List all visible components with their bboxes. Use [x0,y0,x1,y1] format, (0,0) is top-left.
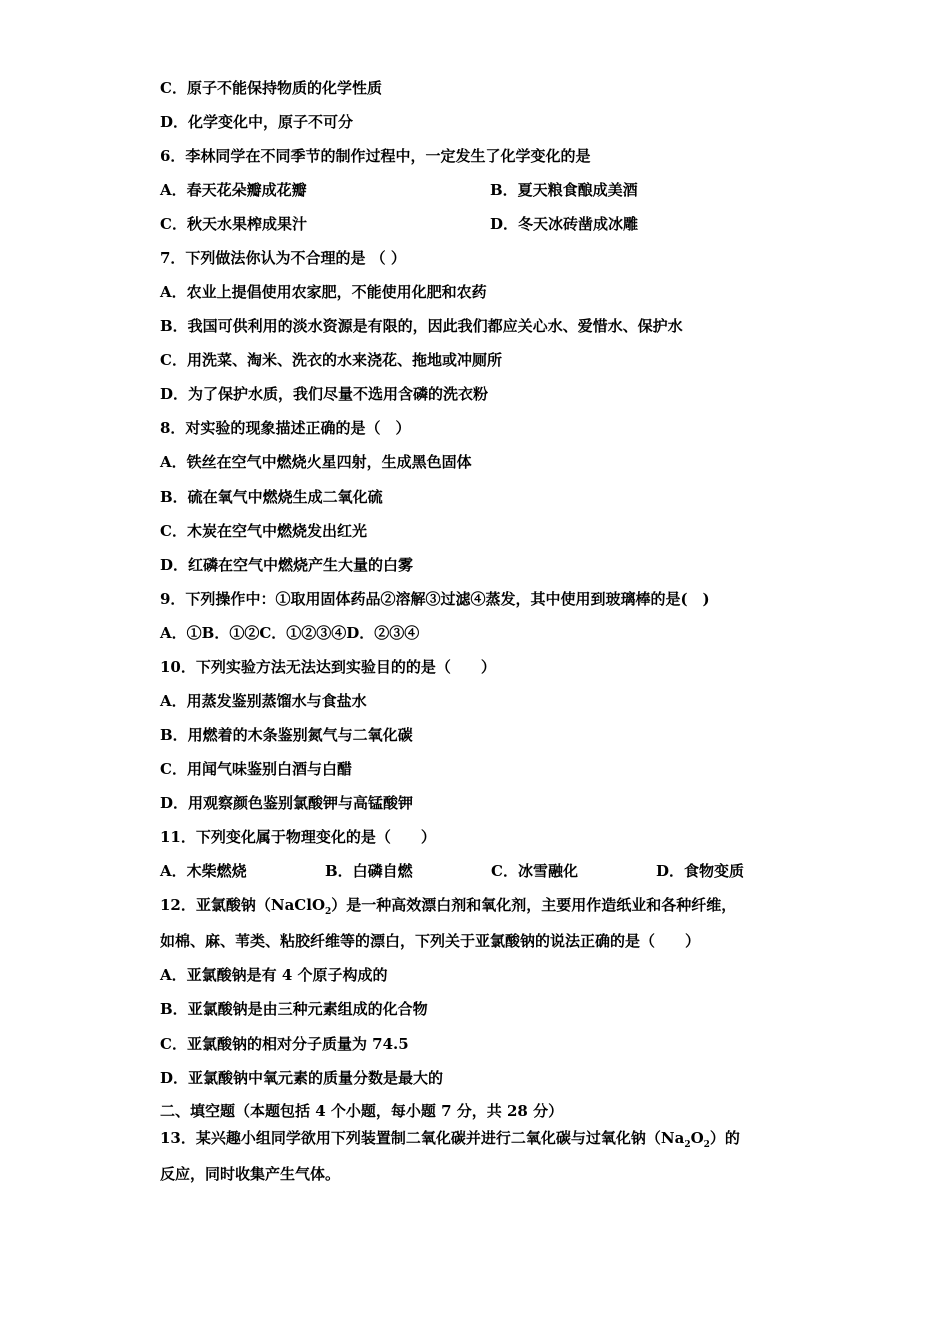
q6-option-c: C．秋天水果榨成果汁 [160,215,307,233]
question-7: 7．下列做法你认为不合理的是 （ ） [160,249,406,267]
q6-option-b: B．夏天粮食酿成美酒 [490,181,638,199]
question-12-line2: 如棉、麻、苇类、粘胶纤维等的漂白，下列关于亚氯酸钠的说法正确的是（ ） [160,932,701,950]
q8-option-d: D．红磷在空气中燃烧产生大量的白雾 [160,556,414,574]
q12-option-d: D．亚氯酸钠中氧元素的质量分数是最大的 [160,1069,444,1087]
question-13-line2: 反应，同时收集产生气体。 [160,1165,341,1183]
q11-option-c: C．冰雪融化 [491,862,578,880]
q10-option-a: A．用蒸发鉴别蒸馏水与食盐水 [160,692,367,710]
option-d-atom: D．化学变化中，原子不可分 [160,113,354,131]
q7-option-b: B．我国可供利用的淡水资源是有限的，因此我们都应关心水、爱惜水、保护水 [160,317,683,335]
q8-option-b: B．硫在氧气中燃烧生成二氧化硫 [160,488,383,506]
q6-option-d: D．冬天冰砖凿成冰雕 [490,215,639,233]
q13-text-pre: 13．某兴趣小组同学欲用下列装置制二氧化碳并进行二氧化碳与过氧化钠（Na [160,1129,685,1147]
q9-options: A．①B．①②C．①②③④D．②③④ [160,624,420,642]
q10-option-c: C．用闻气味鉴别白酒与白醋 [160,760,352,778]
question-6: 6．李林同学在不同季节的制作过程中，一定发生了化学变化的是 [160,147,591,165]
q7-option-a: A．农业上提倡使用农家肥，不能使用化肥和农药 [160,283,487,301]
q10-option-d: D．用观察颜色鉴别氯酸钾与高锰酸钾 [160,794,414,812]
q12-text-post: ）是一种高效漂白剂和氧化剂，主要用作造纸业和各种纤维， [331,896,737,914]
q13-text-post: ）的 [709,1129,740,1147]
q12-subscript: 2 [325,907,332,917]
q11-option-b: B．白磷自燃 [325,862,413,880]
q6-option-a: A．春天花朵瓣成花瓣 [160,181,307,199]
question-12-line1 [160,895,736,922]
q8-option-a: A．铁丝在空气中燃烧火星四射，生成黑色固体 [160,453,472,471]
q13-subscript-1: 2 [684,1140,691,1150]
q11-option-d: D．食物变质 [656,862,745,880]
q13-subscript-2: 2 [703,1140,710,1150]
q10-option-b: B．用燃着的木条鉴别氮气与二氧化碳 [160,726,413,744]
q13-text-mid: O [690,1129,704,1147]
q7-option-d: D．为了保护水质，我们尽量不选用含磷的洗衣粉 [160,385,489,403]
question-13-line1 [160,1128,740,1155]
option-c-atom: C．原子不能保持物质的化学性质 [160,79,382,97]
question-8: 8．对实验的现象描述正确的是（ ） [160,419,411,437]
q12-option-b: B．亚氯酸钠是由三种元素组成的化合物 [160,1000,428,1018]
question-9: 9．下列操作中：①取用固体药品②溶解③过滤④蒸发，其中使用到玻璃棒的是( ) [160,590,710,608]
q7-option-c: C．用洗菜、淘米、洗衣的水来浇花、拖地或冲厕所 [160,351,502,369]
section-2-heading: 二、填空题（本题包括 4 个小题，每小题 7 分，共 28 分） [160,1102,564,1120]
q8-option-c: C．木炭在空气中燃烧发出红光 [160,522,367,540]
q11-option-a: A．木柴燃烧 [160,862,247,880]
question-10: 10．下列实验方法无法达到实验目的的是（ ） [160,658,496,676]
q12-text-pre: 12．亚氯酸钠（NaClO [160,896,326,914]
q12-option-a: A．亚氯酸钠是有 4 个原子构成的 [160,966,388,984]
q12-option-c: C．亚氯酸钠的相对分子质量为 74.5 [160,1035,409,1053]
question-11: 11．下列变化属于物理变化的是（ ） [160,828,436,846]
